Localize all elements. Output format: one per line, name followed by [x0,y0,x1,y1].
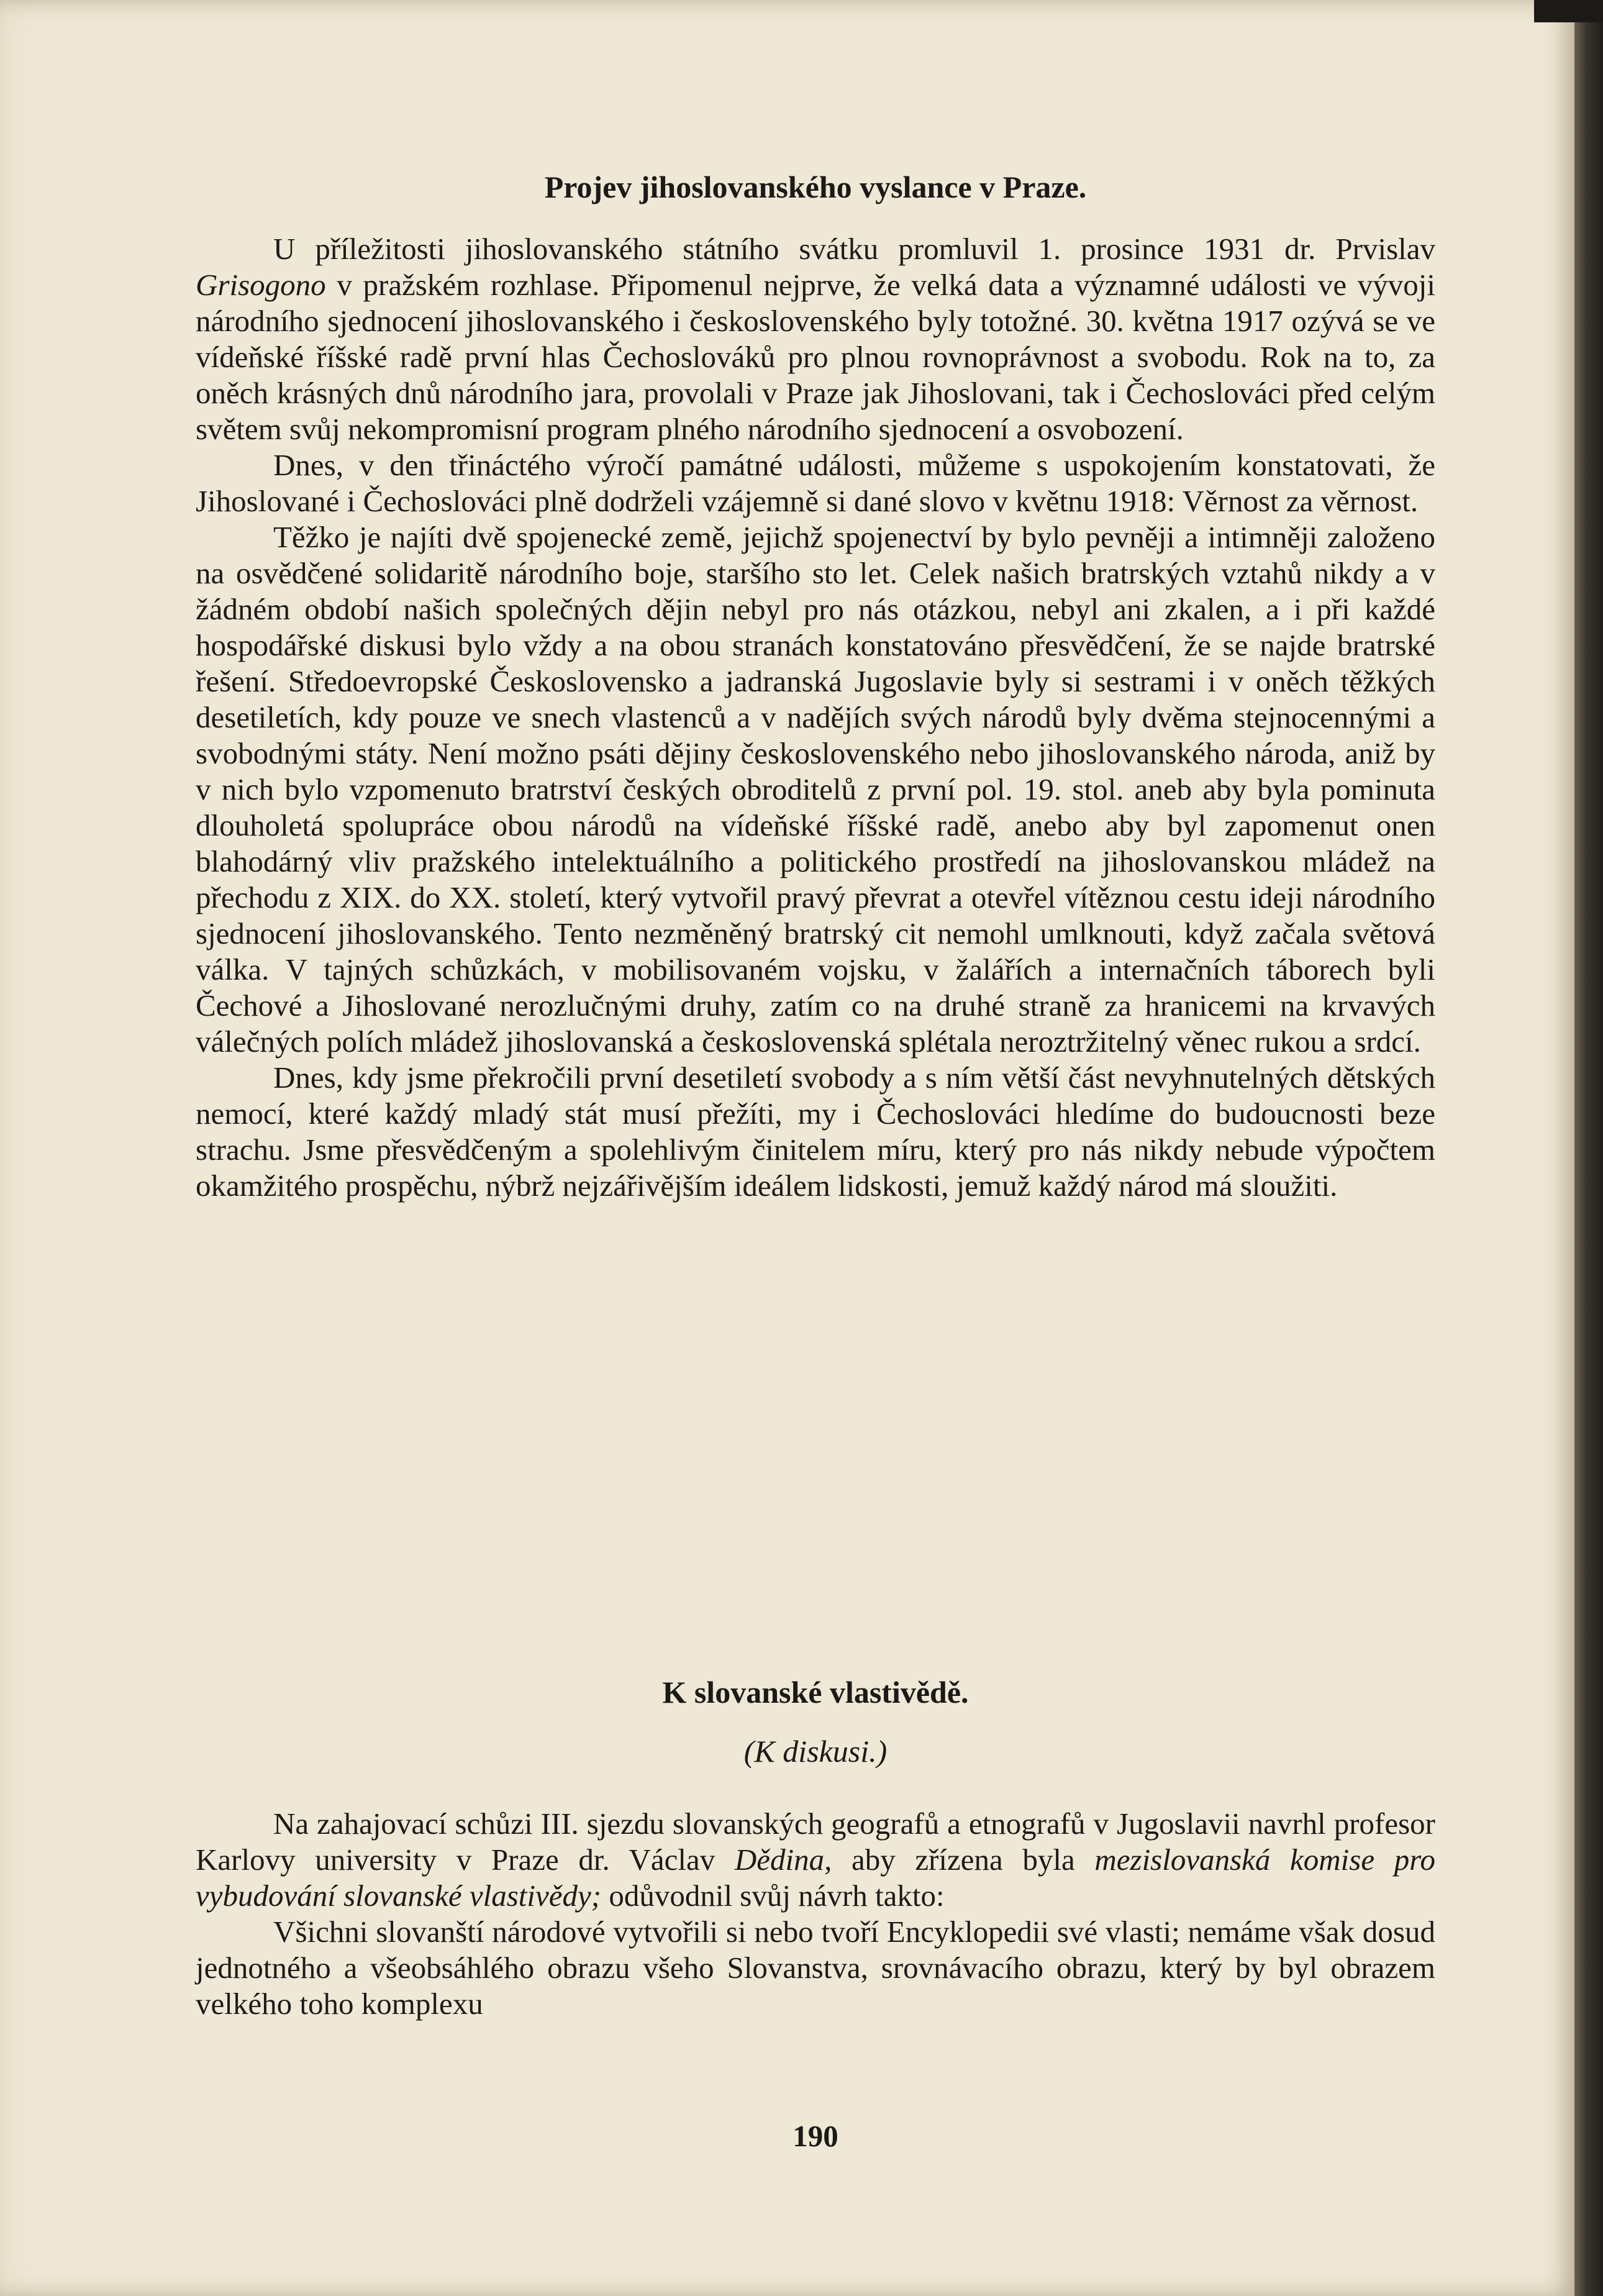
section-body [196,1806,1435,2022]
book-edge [1574,0,1603,2296]
paragraph: Na zahajovací schůzi III. sjezdu slovanských geografů a etnografů v Jugoslavii navrhl profesor Karlovy university v Praze dr. Václav Dědina, aby zřízena byla mezislovanská komise pro vybudování slovanské vlastivědy; odůvodnil svůj návrh takto: [196,1806,1435,1913]
scan-corner [1534,0,1603,22]
page-number: 190 [792,2119,838,2153]
paragraph: U příležitosti jihoslovanského státního svátku promluvil 1. prosince 1931 dr. Prvislav Grisogono v pražském rozhlase. Připomenul nejprve, že velká data a významné události ve vývoji národního sjednocení jihoslovanského i československého byly totožné. 30. května 1917 ozývá se ve vídeňské říšské radě první hlas Čechoslováků pro plnou rovnoprávnost a svobodu. Rok na to, za oněch krásných dnů národního jara, provolali v Praze jak Jihoslovani, tak i Čechoslováci před celým světem svůj nekompromisní program plného národního sjednocení a osvobození. [196,232,1435,446]
paragraph: Dnes, kdy jsme překročili první desetiletí svobody a s ním větší část nevyhnutelných dětských nemocí, které každý mladý stát musí přežíti, my i Čechoslováci hledíme do budoucnosti beze strachu. Jsme přesvědčeným a spolehlivým činitelem míru, který pro nás nikdy nebude výpočtem okamžitého prospěchu, nýbrž nejzářivějším ideálem lidskosti, jemuž každý národ má sloužiti. [196,1060,1435,1203]
paragraph: Všichni slovanští národové vytvořili si nebo tvoří Encyklopedii své vlasti; nemáme však dosud jednotného a všeobsáhlého obrazu všeho Slovanstva, srovnávacího obrazu, který by byl obrazem velkého toho komplexu [196,1915,1435,2021]
section-subtitle: (K diskusi.) [743,1734,888,1769]
article-title: Projev jihoslovanského vyslance v Praze. [544,170,1087,204]
paragraph: Těžko je najíti dvě spojenecké země, jejichž spojenectví by bylo pevněji a intimněji založeno na osvědčené solidaritě národního boje, staršího sto let. Celek našich bratrských vztahů nikdy a v žádném období našich společných dějin nebyl pro nás otázkou, nebyl ani zkalen, a i při každé hospodářské diskusi bylo vždy a na obou stranách konstatováno přesvědčení, že se najde bratrské řešení. Středoevropské Československo a jadranská Jugoslavie byly si sestrami i v oněch těžkých desetiletích, kdy pouze ve snech vlastenců a v nadějích svých národů byly dvěma stejnocennými a svobodnými státy. Není možno psáti dějiny československého nebo jihoslovanského národa, aniž by v nich bylo vzpomenuto bratrství českých obroditelů z první pol. 19. stol. aneb aby byla pominuta dlouholetá spolupráce obou národů na vídeňské říšské radě, anebo aby byl zapomenut onen blahodárný vliv pražského intelektuálního a politického prostředí na jihoslovanskou mládež na přechodu z XIX. do XX. století, který vytvořil pravý převrat a otevřel vítěznou cestu ideji národního sjednocení jihoslovanského. Tento nezměněný bratrský cit nemohl umlknouti, když začala světová válka. V tajných schůzkách, v mobilisovaném vojsku, v žalářích a internačních táborech byli Čechové a Jihoslované nerozlučnými druhy, zatím co na druhé straně za hranicemi na krvavých válečných polích mládež jihoslovanská a československá splétala neroztržitelný věnec rukou a srdcí. [196,520,1435,1059]
article-body [196,231,1435,1204]
paragraph: Dnes, v den třináctého výročí památné události, můžeme s uspokojením konstatovati, že Jihoslované i Čechoslováci plně dodrželi vzájemně si dané slovo v květnu 1918: Věrnost za věrnost. [196,448,1435,518]
section-title: K slovanské vlastivědě. [662,1675,969,1710]
